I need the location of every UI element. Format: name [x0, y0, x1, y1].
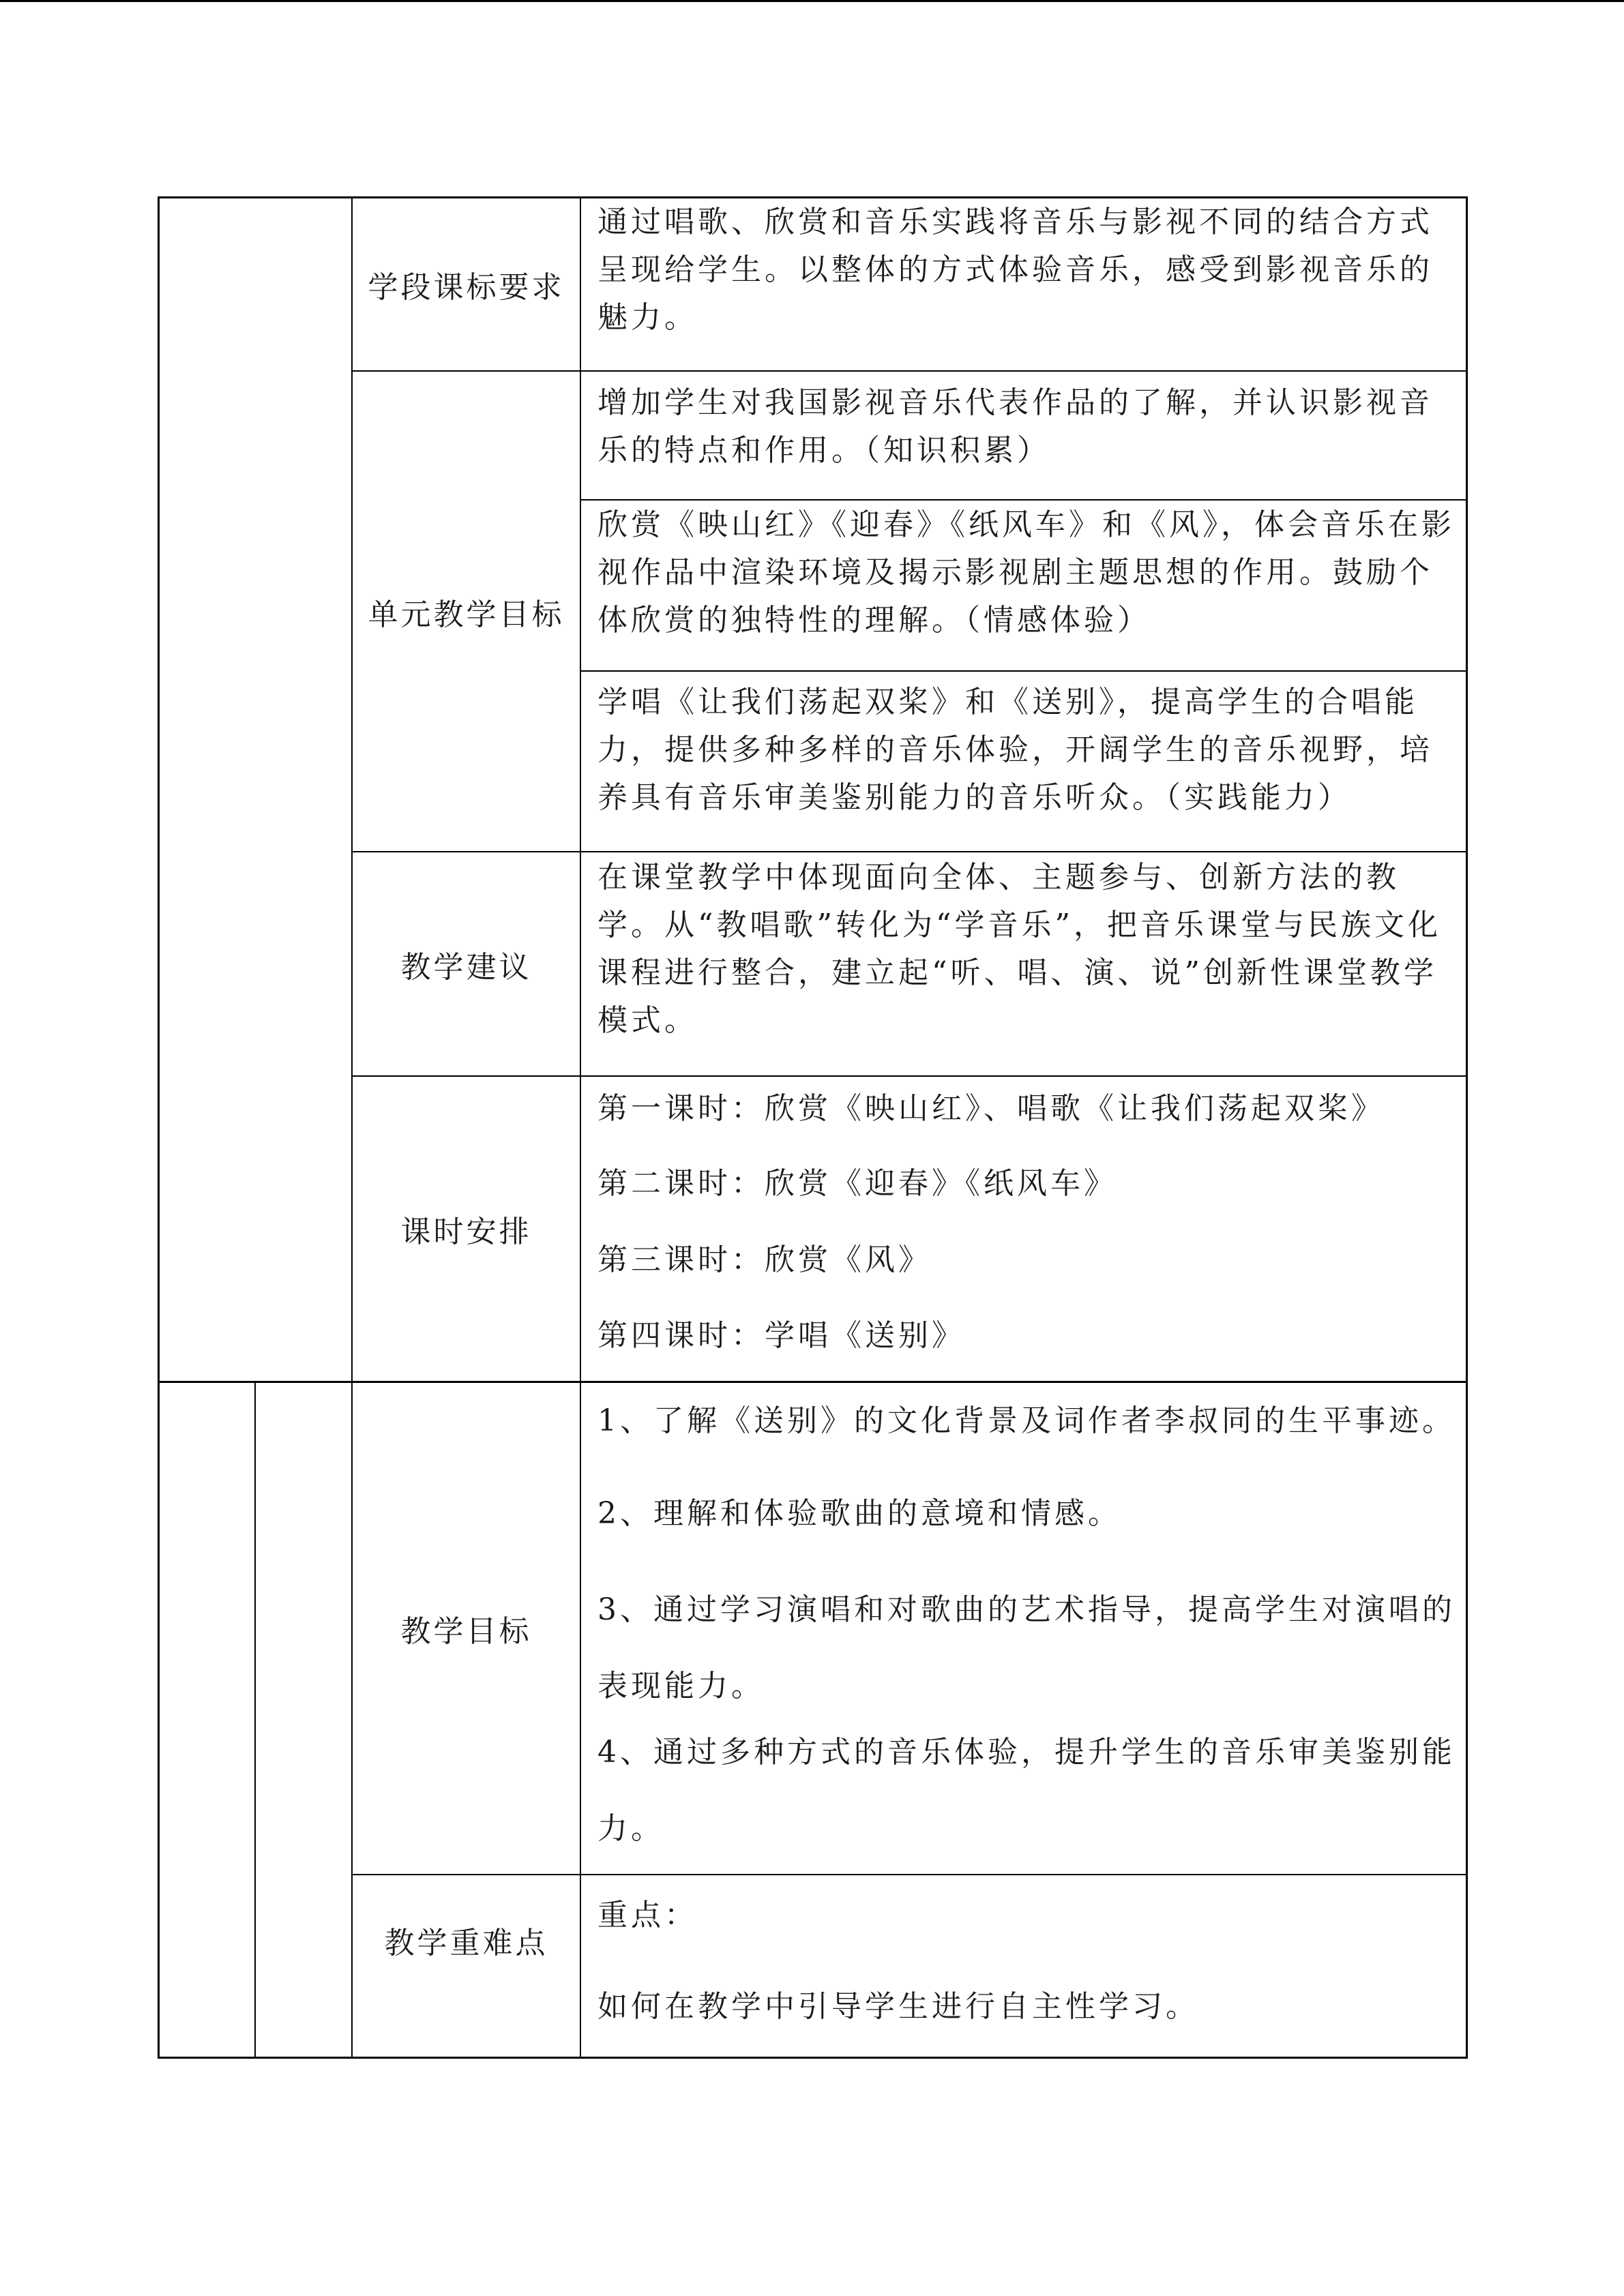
teaching-advice-text: 在课堂教学中体现面向全体、主题参与、创新方法的教学。从“教唱歌”转化为“学音乐”，把音乐课堂与民族文化课程进行整合，建立起“听、唱、演、说”创新性课堂教学模式。: [597, 860, 1441, 1038]
unit-goals-label: 单元教学目标: [368, 597, 565, 632]
column-divider: [580, 196, 581, 2059]
key-difficulties-heading: 重点：: [597, 1898, 698, 1933]
teaching-advice-label: 教学建议: [400, 949, 532, 985]
unit-goal-item: 学唱《让我们荡起双桨》和《送别》，提高学生的合唱能力，提供多种多样的音乐体验，开阔学生的音乐视野，培养具有音乐审美鉴别能力的音乐听众。（实践能力）: [597, 685, 1433, 815]
column-divider: [254, 1381, 256, 2059]
teaching-goal-item: 4、通过多种方式的音乐体验，提升学生的音乐审美鉴别能力。: [597, 1735, 1456, 1846]
table-border-right: [1466, 196, 1468, 2059]
key-difficulties-label: 教学重难点: [384, 1926, 548, 1960]
lesson-schedule-item: 第二课时：欣赏《迎春》《纸风车》: [597, 1166, 1117, 1201]
row-divider: [580, 670, 1468, 672]
key-difficulties-text: 如何在教学中引导学生进行自主性学习。: [597, 1989, 1199, 2024]
lesson-schedule-item: 第四课时：学唱《送别》: [597, 1318, 965, 1353]
unit-goal-item: 增加学生对我国影视音乐代表作品的了解，并认识影视音乐的特点和作用。（知识积累）: [597, 385, 1433, 468]
unit-goal-item: 欣赏《映山红》《迎春》《纸风车》和《风》，体会音乐在影视作品中渲染环境及揭示影视剧主题思想的作用。鼓励个体欣赏的独特性的理解。（情感体验）: [597, 507, 1455, 638]
page-top-border: [0, 0, 1624, 2]
lesson-schedule-item: 第三课时：欣赏《风》: [597, 1242, 932, 1277]
row-divider: [580, 499, 1468, 501]
table-border-left: [158, 196, 160, 2059]
teaching-goal-item: 1、了解《送别》的文化背景及词作者李叔同的生平事迹。: [597, 1403, 1456, 1438]
teaching-goal-item: 3、通过学习演唱和对歌曲的艺术指导，提高学生对演唱的表现能力。: [597, 1592, 1456, 1703]
stage-standards-text: 通过唱歌、欣赏和音乐实践将音乐与影视不同的结合方式呈现给学生。以整体的方式体验音乐，感受到影视音乐的魅力。: [597, 205, 1433, 335]
stage-standards-label: 学段课标要求: [368, 270, 565, 305]
teaching-goal-item: 2、理解和体验歌曲的意境和情感。: [597, 1496, 1121, 1531]
teaching-goals-label: 教学目标: [400, 1614, 532, 1649]
table-border-bottom: [158, 2057, 1468, 2059]
lesson-schedule-item: 第一课时：欣赏《映山红》、唱歌《让我们荡起双桨》: [597, 1091, 1385, 1126]
lesson-schedule-label: 课时安排: [400, 1214, 532, 1249]
